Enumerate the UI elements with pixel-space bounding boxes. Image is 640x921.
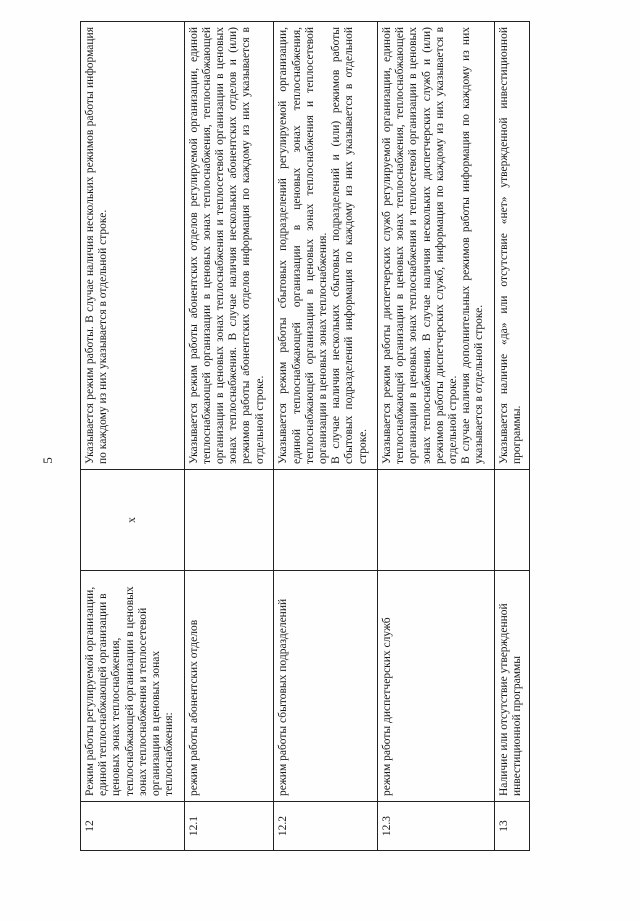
row-name: режим работы абонентских отделов <box>184 571 274 802</box>
row-mark <box>274 470 378 571</box>
description-paragraph: Указывается наличие «да» или отсутствие «нет» утвержденной инвестиционной программы. <box>498 27 524 464</box>
row-name: Режим работы регулируемой организации, единой теплоснабжающей организации в ценовых зонах теплоснабжения, теплоснабжающей организации в ценовых зонах теплоснабжения и теплосетевой организации в ценовых зонах теплоснабжения: <box>81 571 185 802</box>
row-number: 12 <box>81 802 185 851</box>
row-mark <box>377 470 494 571</box>
row-description <box>274 22 378 470</box>
row-number: 12.2 <box>274 802 378 851</box>
row-description <box>495 22 530 470</box>
row-number: 12.1 <box>184 802 274 851</box>
table-row <box>377 22 494 851</box>
description-paragraph: Указывается режим работы. В случае наличия нескольких режимов работы информация по каждому из них указывается в отдельной строке. <box>84 27 110 464</box>
row-mark: x <box>81 470 185 571</box>
table-row <box>495 22 530 851</box>
row-description <box>81 22 185 470</box>
description-paragraph: Указывается режим работы сбытовых подразделений регулируемой организации, единой теплоснабжающей организации в ценовых зонах теплоснабжения, теплоснабжающей организации в ценовых зонах теплоснабжения и теплосетевой организации в ценовых зонах теплоснабжения. <box>277 27 329 464</box>
row-mark <box>184 470 274 571</box>
description-paragraph: Указывается режим работы абонентских отделов регулируемой организации, единой теплоснабжающей организации в ценовых зонах теплоснабжения, теплоснабжающей организации в ценовых зонах теплоснабжения и теплосетевой организации в ценовых зонах теплоснабжения. В случае наличия нескольких абонентских отделов и (или) режимов работы абонентских отделов информация по каждому из них указывается в отдельной строке. <box>187 27 266 464</box>
table-row <box>274 22 378 851</box>
table-row <box>81 22 185 851</box>
row-description <box>377 22 494 470</box>
row-name: режим работы сбытовых подразделений <box>274 571 378 802</box>
description-paragraph: В случае наличия нескольких сбытовых подразделений и (или) режимов работы сбытовых подразделений информация по каждому из них указывается в отдельной строке. <box>330 27 369 464</box>
rotated-content <box>40 0 550 921</box>
row-number: 13 <box>495 802 530 851</box>
requirements-table <box>80 21 530 851</box>
description-paragraph: В случае наличия дополнительных режимов работы информация по каждому из них указывается в отдельной строке. <box>460 27 486 464</box>
description-paragraph: Указывается режим работы диспетчерских служб регулируемой организации, единой теплоснабжающей организации в ценовых зонах теплоснабжения, теплоснабжающей организации в ценовых зонах теплоснабжения и теплосетевой организации в ценовых зонах теплоснабжения. В случае наличия нескольких диспетчерских служб и (или) режимов работы диспетчерских служб, информация по каждому из них указывается в отдельной строке. <box>380 27 459 464</box>
row-name: режим работы диспетчерских служб <box>377 571 494 802</box>
row-name: Наличие или отсутствие утвержденной инвестиционной программы <box>495 571 530 802</box>
row-description <box>184 22 274 470</box>
row-number: 12.3 <box>377 802 494 851</box>
row-mark <box>495 470 530 571</box>
page-number: 5 <box>40 457 55 464</box>
table-row <box>184 22 274 851</box>
